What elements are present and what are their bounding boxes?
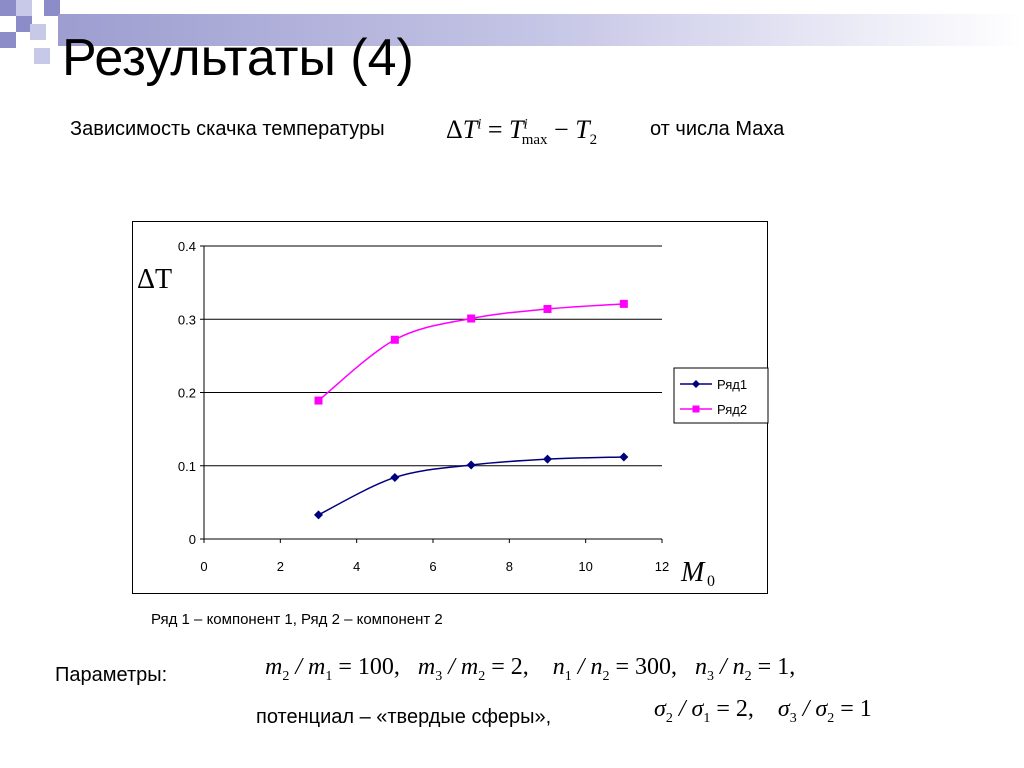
p2-m2: / m <box>442 654 479 680</box>
s1-sub2: 2 <box>665 710 673 726</box>
legend-marker-2 <box>693 406 700 413</box>
legend-label-2: Ряд2 <box>717 402 748 417</box>
y-tick-label-2: 0.2 <box>177 385 196 401</box>
x-tick-label-2: 4 <box>353 559 361 574</box>
params-label: Параметры: <box>55 664 168 686</box>
x-tick-label-4: 8 <box>505 559 513 574</box>
formula-sup-i-2: i <box>523 116 528 133</box>
p4-n3: n <box>695 654 707 680</box>
y-tick-label-4: 0.4 <box>177 239 196 254</box>
y-tick-label-3: 0.3 <box>177 312 196 328</box>
x-tick-label-5: 10 <box>578 559 593 574</box>
x-axis-label: M <box>681 557 705 588</box>
p1-m2: m <box>265 654 283 680</box>
series-2-point-0 <box>315 397 323 405</box>
s1-sigma2: σ <box>654 696 666 722</box>
formula-minus: − <box>547 115 576 144</box>
decor-square-6 <box>0 32 16 48</box>
p4-sub3: 3 <box>707 668 714 684</box>
legend-label-1: Ряд1 <box>717 377 748 392</box>
x-tick-label-6: 12 <box>654 559 670 574</box>
potential-text: потенциал – «твердые сферы», <box>256 706 552 728</box>
series-1-point-2 <box>467 461 476 470</box>
x-tick-label-0: 0 <box>200 559 208 574</box>
series-2-point-2 <box>467 315 475 323</box>
s2-value: = 1 <box>834 696 872 722</box>
series-2-point-3 <box>544 305 552 313</box>
p1-value: = 100, <box>332 654 400 680</box>
p3-n1: n <box>552 654 565 680</box>
formula-sub-max: max <box>521 132 548 149</box>
formula-sup-i-1: i <box>477 116 482 133</box>
subtitle-text: Зависимость скачка температуры <box>70 118 385 140</box>
p2-sub2: 2 <box>478 668 486 684</box>
formula-eq: = <box>481 115 510 144</box>
formula-sub-2: 2 <box>589 132 598 149</box>
delta-t-formula <box>446 114 597 149</box>
mach-temperature-chart <box>133 222 769 595</box>
s1-value: = 2, <box>710 696 754 722</box>
decor-square-5 <box>30 24 46 40</box>
p3-value: = 300, <box>609 654 677 680</box>
y-tick-label-0: 0 <box>188 532 196 547</box>
p2-m3: m <box>417 654 436 680</box>
p1-m1: / m <box>289 654 326 680</box>
sigma-ratios <box>654 696 872 727</box>
p4-sub2: 2 <box>744 668 752 684</box>
s1-sigma1: / σ <box>672 696 704 722</box>
series-1-point-1 <box>390 473 399 482</box>
formula-t1: T <box>462 115 478 144</box>
decor-square-1 <box>0 0 16 16</box>
formula-t2: T <box>509 115 524 144</box>
p4-n2: / n <box>714 654 745 680</box>
decor-square-2 <box>16 0 32 16</box>
formula-delta: Δ <box>446 115 463 144</box>
x-tick-label-3: 6 <box>429 559 437 574</box>
p3-n2: / n <box>571 654 603 680</box>
p2-sub3: 3 <box>435 668 443 684</box>
s2-sigma3: σ <box>777 696 790 722</box>
y-tick-label-1: 0.1 <box>177 458 196 474</box>
x-axis-label-subscript: 0 <box>707 573 715 590</box>
series-2-point-1 <box>391 336 399 344</box>
p4-value: = 1, <box>751 654 796 680</box>
p3-sub2: 2 <box>602 668 610 684</box>
s2-sigma2: / σ <box>796 696 828 722</box>
p2-value: = 2, <box>485 654 529 680</box>
s2-sub3: 3 <box>789 710 797 726</box>
series-1-point-3 <box>543 455 552 464</box>
p1-sub2: 2 <box>282 668 290 684</box>
mass-density-ratios <box>265 654 795 685</box>
p1-sub1: 1 <box>325 668 333 684</box>
decor-square-7 <box>34 48 50 64</box>
s2-sub2: 2 <box>827 710 835 726</box>
formula-t3: T <box>575 115 590 144</box>
chart-frame <box>132 221 768 594</box>
x-tick-label-1: 2 <box>276 559 284 574</box>
series-1-point-4 <box>619 452 628 461</box>
slide-title: Результаты (4) <box>62 29 414 87</box>
series-2-point-4 <box>620 300 628 308</box>
subtitle-text-end: от числа Маха <box>650 118 785 140</box>
chart-caption: Ряд 1 – компонент 1, Ряд 2 – компонент 2 <box>151 611 443 628</box>
series-1-point-0 <box>314 510 323 519</box>
s1-sub1: 1 <box>703 710 711 726</box>
p3-sub1: 1 <box>564 668 572 684</box>
y-axis-label: ΔT <box>137 264 173 295</box>
